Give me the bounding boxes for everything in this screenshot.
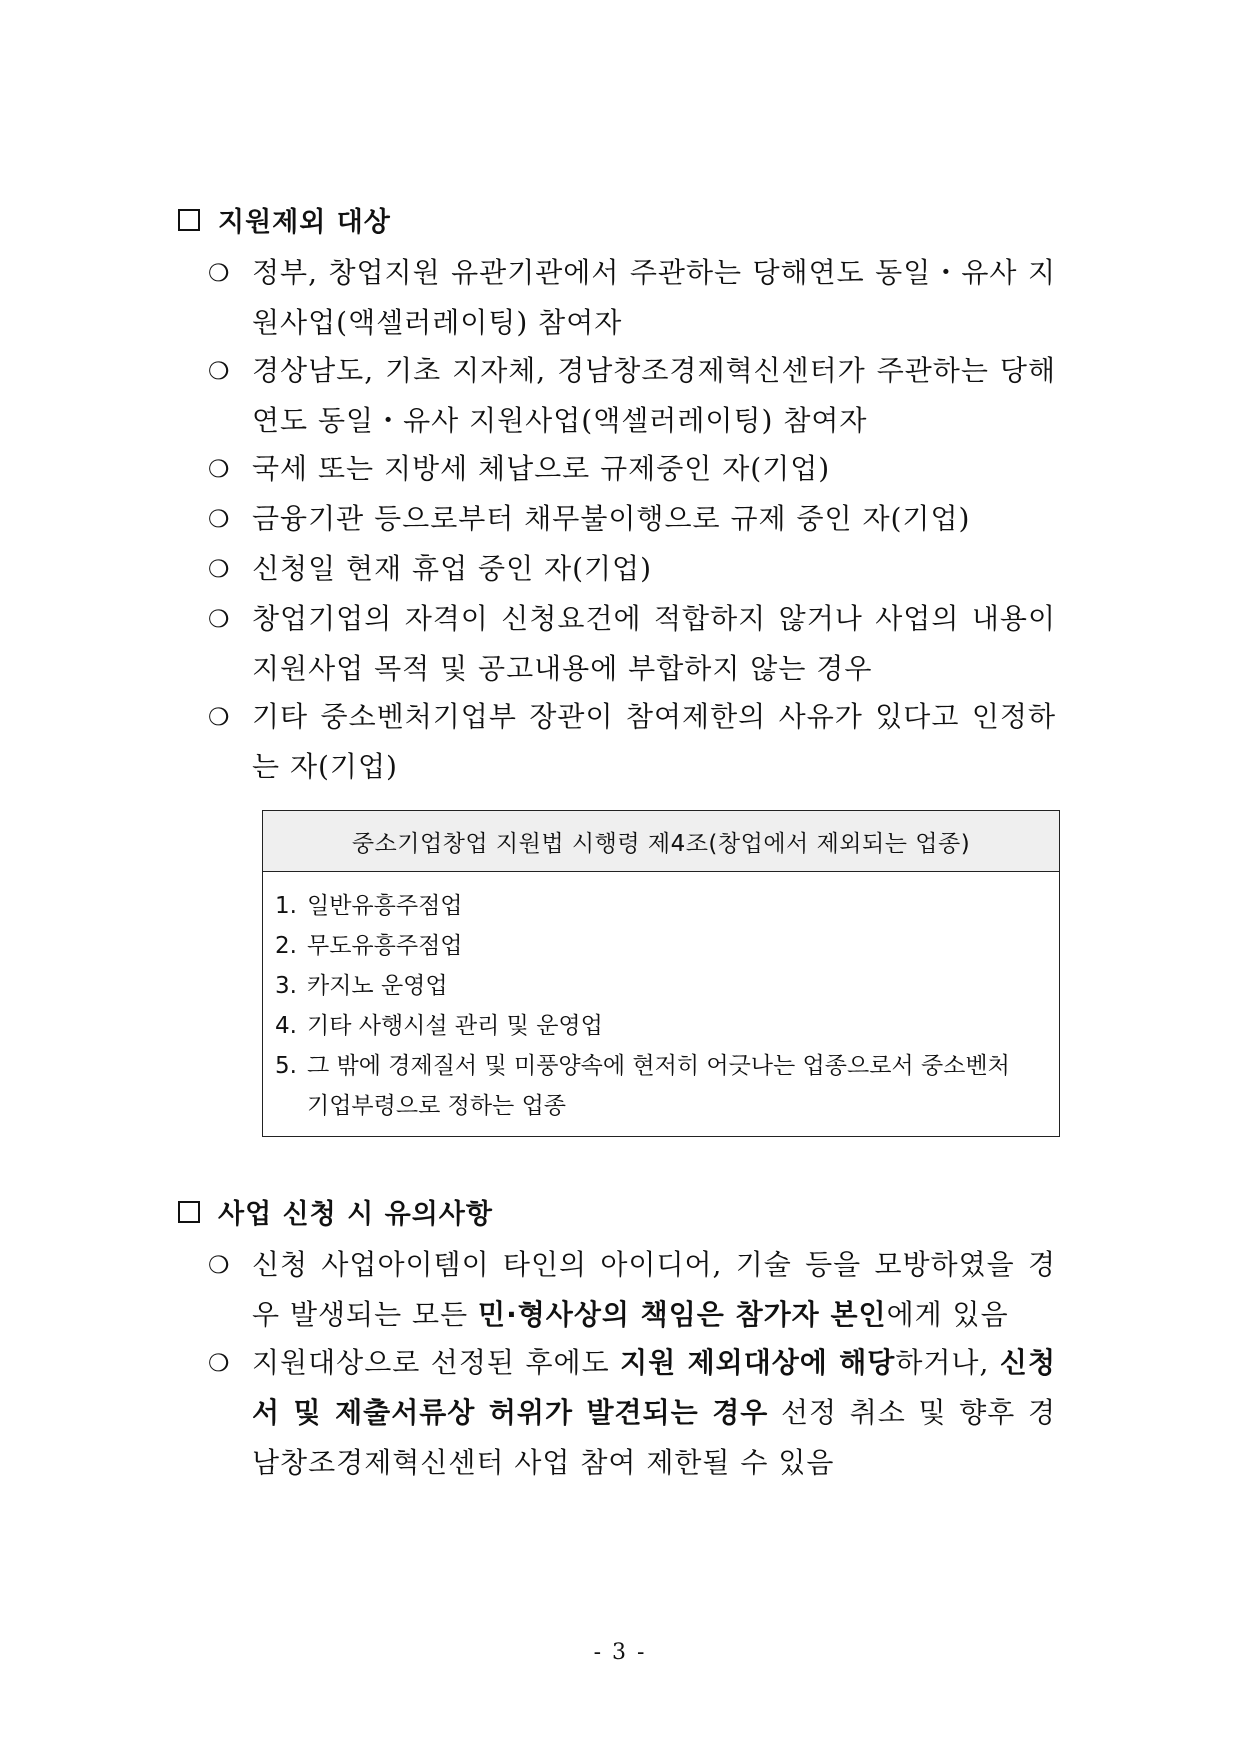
row-text: 무도유흥주점업	[307, 933, 463, 959]
table-title: 중소기업창업 지원법 시행령 제4조(창업에서 제외되는 업종)	[263, 811, 1059, 872]
row-number: 1.	[275, 893, 297, 919]
section-heading-exclusion	[178, 200, 391, 239]
row-number: 2.	[275, 933, 297, 959]
list-item	[208, 1338, 1056, 1488]
list-item	[208, 248, 1056, 348]
page-number: - 3 -	[593, 1640, 647, 1665]
list-item-text: 기타 중소벤처기업부 장관이 참여제한의 사유가 있다고 인정하는 자(기업)	[252, 700, 1056, 783]
table-row	[275, 886, 1059, 926]
text-run: 에게 있음	[886, 1298, 1009, 1331]
bold-text-run: 민·형사상의 책임은 참가자 본인	[478, 1298, 887, 1331]
row-text: 기타 사행시설 관리 및 운영업	[307, 1013, 603, 1039]
table-row	[275, 966, 1059, 1006]
list-item-text	[252, 1338, 1056, 1488]
circle-bullet-icon: ❍	[208, 1349, 231, 1377]
circle-bullet-icon: ❍	[208, 555, 231, 583]
bold-text-run: 신청서 및 제출서류상 허위가 발견되는 경우	[252, 1346, 1056, 1429]
row-number: 4.	[275, 1013, 297, 1039]
circle-bullet-icon: ❍	[208, 259, 231, 287]
list-item	[208, 594, 1056, 694]
row-number: 3.	[275, 973, 297, 999]
excluded-industries-table	[262, 810, 1060, 1137]
list-item	[208, 1240, 1056, 1340]
text-run: 선정 취소 및 향후 경남창조경제혁신센터 사업 참여 제한될 수 있음	[252, 1396, 1056, 1479]
row-text: 카지노 운영업	[307, 973, 448, 999]
section-heading-text: 사업 신청 시 유의사항	[218, 1199, 493, 1230]
table-row	[275, 1006, 1059, 1046]
circle-bullet-icon: ❍	[208, 455, 231, 483]
row-number: 5.	[275, 1053, 297, 1079]
checkbox-square-icon	[178, 209, 200, 231]
circle-bullet-icon: ❍	[208, 505, 231, 533]
list-item-text: 정부, 창업지원 유관기관에서 주관하는 당해연도 동일・유사 지원사업(액셀러레이팅) 참여자	[252, 256, 1056, 339]
list-item-text	[252, 1240, 1056, 1340]
table-row	[275, 926, 1059, 966]
circle-bullet-icon: ❍	[208, 605, 231, 633]
row-text: 그 밖에 경제질서 및 미풍양속에 현저히 어긋나는 업종으로서 중소벤처기업부령으로 정하는 업종	[307, 1053, 1010, 1119]
table-body	[263, 872, 1059, 1136]
circle-bullet-icon: ❍	[208, 703, 231, 731]
row-text: 일반유흥주점업	[307, 893, 463, 919]
list-item-text: 국세 또는 지방세 체납으로 규제중인 자(기업)	[252, 452, 831, 485]
section-heading-text: 지원제외 대상	[218, 207, 391, 238]
list-item	[208, 346, 1056, 446]
list-item	[208, 494, 1056, 544]
text-run: 신청 사업아이템이 타인의 아이디어, 기술 등을 모방하였을 경우 발생되는 모든	[252, 1248, 1056, 1331]
circle-bullet-icon: ❍	[208, 1251, 231, 1279]
text-run: 하거나,	[895, 1346, 1000, 1379]
circle-bullet-icon: ❍	[208, 357, 231, 385]
list-item-text: 신청일 현재 휴업 중인 자(기업)	[252, 552, 653, 585]
list-item-text: 경상남도, 기초 지자체, 경남창조경제혁신센터가 주관하는 당해연도 동일・유사 지원사업(액셀러레이팅) 참여자	[252, 354, 1056, 437]
list-item-text: 금융기관 등으로부터 채무불이행으로 규제 중인 자(기업)	[252, 502, 971, 535]
table-row	[275, 1046, 1059, 1126]
text-run: 지원대상으로 선정된 후에도	[252, 1346, 621, 1379]
checkbox-square-icon	[178, 1201, 200, 1223]
bold-text-run: 지원 제외대상에 해당	[620, 1346, 896, 1379]
list-item-text: 창업기업의 자격이 신청요건에 적합하지 않거나 사업의 내용이 지원사업 목적 및 공고내용에 부합하지 않는 경우	[252, 602, 1056, 685]
list-item	[208, 544, 1056, 594]
list-item	[208, 444, 1056, 494]
list-item	[208, 692, 1056, 792]
section-heading-caution	[178, 1192, 493, 1231]
